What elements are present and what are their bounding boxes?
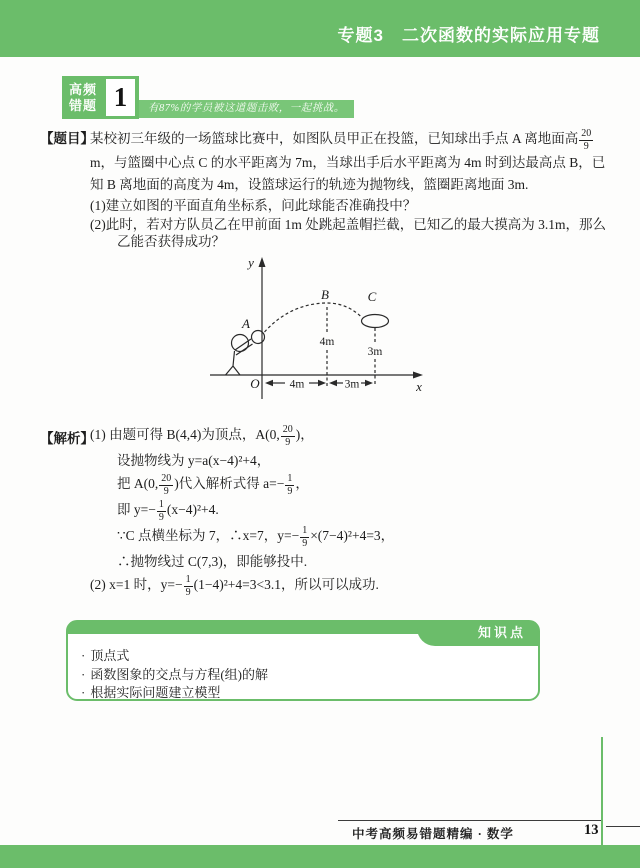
footer-rule-left <box>338 820 602 821</box>
solution-label: 【解析】 <box>40 431 94 446</box>
question-number: 1 <box>106 79 135 116</box>
problem-paragraph <box>40 128 612 195</box>
solution-line: ∵C 点横坐标为 7，∴x=7，y=− $\frac{1}{9}$ ×(7−4)²+4=3， <box>117 525 395 549</box>
basket-hoop <box>362 315 389 328</box>
knowledge-items <box>81 647 528 703</box>
book-title: 中考高频易错题精编 · 数学 <box>352 827 514 841</box>
solution-line: (1) 由题可得 B(4,4)为顶点，A(0, $\frac{20}{9}$ )， <box>90 424 314 448</box>
problem-label: 【题目】 <box>40 131 94 146</box>
badge-label <box>62 76 106 119</box>
knowledge-item <box>81 647 528 666</box>
solution-lines <box>90 424 580 598</box>
trajectory-diagram <box>185 252 440 404</box>
knowledge-item <box>81 666 528 685</box>
player-stick-figure <box>226 335 253 376</box>
x-axis-label: x <box>416 379 422 394</box>
bullet-icon: · <box>81 666 86 682</box>
origin-label: O <box>250 376 260 391</box>
page-number: 13 <box>584 822 599 838</box>
parabola-trajectory <box>265 303 362 332</box>
challenge-tagline: 有87%的学员被这道题击败，一起挑战。 <box>139 100 354 118</box>
solution-line: 即 y=− $\frac{1}{9}$ (x−4)²+4. <box>117 499 219 523</box>
bullet-icon: · <box>81 648 86 663</box>
point-c-label: C <box>367 289 377 304</box>
solution-line: 设抛物线为 y=a(x−4)²+4， <box>117 453 271 468</box>
bottom-green-bar <box>0 845 640 868</box>
ob-distance-label: 4m <box>289 378 305 391</box>
problem-subquestion: (1)建立如图的平面直角坐标系，问此球能否准确投中？ <box>90 198 417 213</box>
problem-section <box>40 128 612 252</box>
problem-text: 某校初三年级的一场篮球比赛中，如图队员甲正在投篮，已知球出手点 A 离地面高 $\frac{20}{9}$ m，与篮圈中心点 C 的水平距离为 7m，当球出手后水平距离为 4m 时到达最高点 B，已知 B 离地面的高度为 4m，设篮球运行的轨迹为抛物线，篮圈距离地面 3m. <box>90 128 606 192</box>
knowledge-tab <box>417 621 539 646</box>
solution-line: (2) x=1 时，y=− $\frac{1}{9}$ (1−4)²+4=3<3.1，所以可以成功. <box>90 574 379 598</box>
badge-label-line1: 高频 <box>69 81 98 97</box>
knowledge-item <box>81 684 528 703</box>
c-height-label: 3m <box>367 346 383 358</box>
problem-subquestion: (2)此时，若对方队员乙在甲前面 1m 处跳起盖帽拦截，已知乙的最大摸高为 3.1m，那么乙能否获得成功？ <box>90 216 606 249</box>
solution-line: 把 A(0, $\frac{20}{9}$ )代入解析式得 a=− $\frac{1}{9}$ ， <box>117 473 309 497</box>
footer-rule-right <box>606 826 640 827</box>
page-header-banner <box>0 0 640 57</box>
point-b-label: B <box>321 287 329 302</box>
knowledge-item-text: 函数图象的交点与方程(组)的解 <box>90 666 269 682</box>
knowledge-tab-label: 知识点 <box>477 625 526 640</box>
problem-subquestions <box>90 197 612 251</box>
point-a-label: A <box>242 316 250 331</box>
footer-vertical-line <box>601 737 603 845</box>
knowledge-item-text: 根据实际问题建立模型 <box>90 685 221 700</box>
y-axis-label: y <box>248 255 254 270</box>
chapter-title: 专题3 二次函数的实际应用专题 <box>337 26 600 45</box>
bullet-icon: · <box>81 685 86 700</box>
b-height-label: 4m <box>319 336 335 348</box>
bc-distance-label: 3m <box>344 378 360 391</box>
solution-section <box>40 424 580 600</box>
knowledge-item-text: 顶点式 <box>90 648 130 663</box>
frequent-mistake-badge <box>62 76 139 119</box>
solution-line: ∴抛物线过 C(7,3)，即能够投中. <box>117 554 308 569</box>
badge-label-line2: 错题 <box>69 97 98 113</box>
knowledge-box <box>66 620 540 701</box>
